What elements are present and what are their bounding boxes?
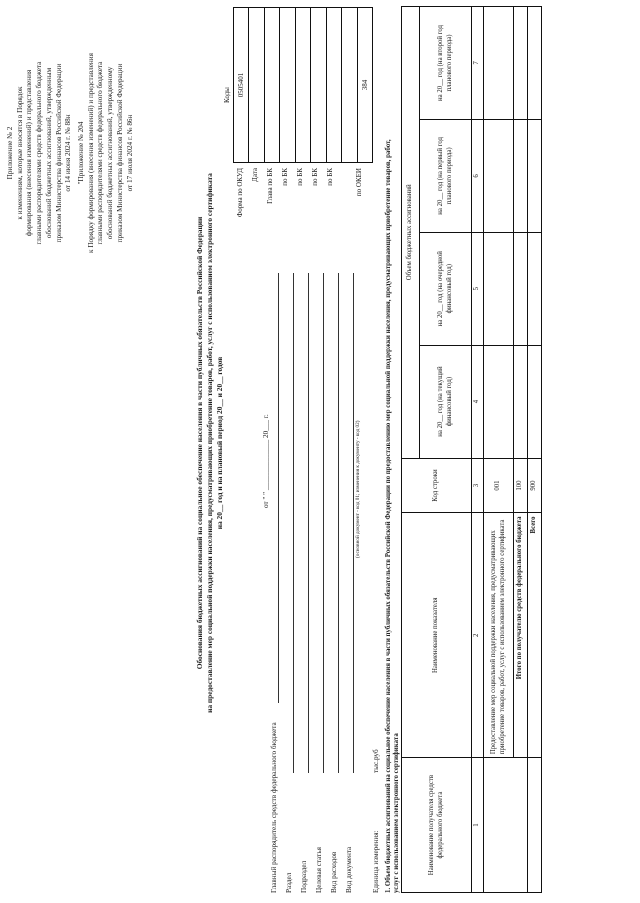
- codes-label: Глава по БК: [266, 168, 274, 204]
- date-line: от " " ______________ 20___ г.: [262, 414, 270, 508]
- title-line: на 20__ год и на плановый период 20__ и 20__ годов: [214, 356, 224, 530]
- appendix-line: к изменениям, которые вносятся в Порядок: [15, 86, 24, 220]
- code-value: [311, 8, 327, 163]
- field-line: [278, 273, 279, 703]
- value-cell[interactable]: [484, 232, 514, 345]
- row-name: Предоставление мер социальной поддержки населения, предусматривающих приобретение товаров, работ, услуг с использованием электронного сертификата: [484, 513, 514, 758]
- appendix-line: формирования (внесения изменений) и представления: [25, 69, 34, 237]
- budget-table: [401, 6, 542, 893]
- row-code: 900: [528, 458, 542, 513]
- col-code-header: Код строки: [402, 458, 472, 513]
- value-cell[interactable]: [528, 7, 542, 120]
- codes-table: [233, 7, 373, 163]
- col-number: 4: [472, 345, 484, 458]
- value-cell[interactable]: [528, 345, 542, 458]
- value-cell[interactable]: [528, 119, 542, 232]
- empty-cell: [528, 758, 542, 893]
- unit-label: Единица измерения:: [372, 830, 380, 893]
- doc-kind-note: (основной документ - код 01; изменения к документу - код 02): [355, 420, 361, 558]
- row-name: Всего: [528, 513, 542, 758]
- codes-label: Дата: [251, 168, 259, 182]
- appendix-line: "Приложение № 204: [77, 121, 86, 185]
- appendix-line: приказом Министерства финансов Российской Федерации: [115, 63, 124, 243]
- section-title-cont: услуг с использованием электронного сертификата: [393, 733, 400, 893]
- field-main-manager: Главный распорядитель средств федерального бюджета: [270, 722, 278, 893]
- code-value: [280, 8, 296, 163]
- value-cell[interactable]: [484, 345, 514, 458]
- appendix-line: обоснований бюджетных ассигнований, утвержденному: [106, 66, 115, 240]
- col-number: 1: [472, 758, 484, 893]
- codes-label: по БК: [281, 168, 289, 186]
- value-cell[interactable]: [514, 232, 528, 345]
- code-value: 0505401: [234, 8, 249, 163]
- appendix-line: обоснований бюджетных ассигнований, утвержденным: [44, 67, 53, 239]
- col-number: 5: [472, 232, 484, 345]
- value-cell[interactable]: [514, 119, 528, 232]
- row-code: 100: [514, 458, 528, 513]
- unit-value: тыс.руб: [372, 749, 380, 773]
- value-cell[interactable]: [514, 345, 528, 458]
- value-cell[interactable]: [484, 7, 514, 120]
- col-volume-header: Объем бюджетных ассигнований: [402, 7, 420, 459]
- col-year-current: на 20__ год (на текущий финансовый год): [420, 345, 472, 458]
- col-year-next: на 20__ год (на очередной финансовый год): [420, 232, 472, 345]
- row-code: 001: [484, 458, 514, 513]
- code-value: [326, 8, 342, 163]
- title-line: Обоснования бюджетных ассигнований на социальное обеспечение населения в части публичных обязательств Российской Федерации: [195, 216, 204, 670]
- field-line: [353, 273, 354, 773]
- col-year-plan1: на 20__ год (на первый год планового периода): [420, 119, 472, 232]
- codes-label: по БК: [311, 168, 319, 186]
- codes-label: Форма по ОКУД: [236, 168, 244, 218]
- field-section: Раздел: [285, 872, 293, 893]
- field-expense-type: Вид расходов: [330, 851, 338, 893]
- appendix-line: от 14 июня 2024 г. № 88н: [64, 114, 73, 192]
- code-value: [342, 8, 358, 163]
- col-name-header: Наименование показателя: [402, 513, 472, 758]
- field-line: [338, 273, 339, 773]
- row-name: Итого по получателю средств федерального бюджета: [514, 513, 528, 758]
- col-year-plan2: на 20__ год (на второй год планового периода): [420, 7, 472, 120]
- col-number: 2: [472, 513, 484, 758]
- appendix-line: к Порядку формирования (внесения изменений) и представления: [86, 53, 95, 253]
- codes-label: по БК: [326, 168, 334, 186]
- section-title: 1. Объем бюджетных ассигнований на социальное обеспечение населения в части публичных обязательств Российской Федерации по предоставлению мер социальной поддержки населения, предусматривающих приобретение товаров, работ,: [385, 139, 392, 893]
- title-line: на предоставление мер социальной поддержки населения, предусматривающих приобретение товаров, работ, услуг с использованием электронного сертификата: [204, 173, 214, 713]
- codes-label: по ОКЕИ: [355, 168, 363, 197]
- field-target-article: Целевая статья: [315, 847, 323, 893]
- appendix-header: [6, 8, 135, 298]
- recipient-cell[interactable]: [484, 758, 528, 893]
- appendix-line: Приложение № 2: [6, 126, 14, 180]
- appendix-line: главными распорядителями средств федерального бюджета: [35, 61, 44, 245]
- appendix-line: главными распорядителями средств федерального бюджета: [96, 61, 105, 245]
- value-cell[interactable]: [528, 232, 542, 345]
- field-line: [293, 273, 294, 773]
- code-value: [264, 8, 280, 163]
- field-subsection: Подраздел: [300, 860, 308, 893]
- appendix-line: от 17 июля 2024 г. № 86н: [125, 114, 134, 192]
- document-title: [195, 143, 225, 743]
- code-value: 384: [357, 8, 373, 163]
- col-number: 3: [472, 458, 484, 513]
- field-doc-type: Вид документа: [345, 846, 353, 893]
- field-line: [323, 273, 324, 773]
- col-number: 6: [472, 119, 484, 232]
- value-cell[interactable]: [484, 119, 514, 232]
- codes-header: Коды: [223, 87, 231, 103]
- value-cell[interactable]: [514, 7, 528, 120]
- col-recipient-header: Наименование получателя средств федерального бюджета: [402, 758, 472, 893]
- col-number: 7: [472, 7, 484, 120]
- code-value: [249, 8, 265, 163]
- appendix-line: приказом Министерства финансов Российской Федерации: [54, 63, 63, 243]
- field-line: [308, 273, 309, 773]
- codes-label: по БК: [296, 168, 304, 186]
- code-value: [295, 8, 311, 163]
